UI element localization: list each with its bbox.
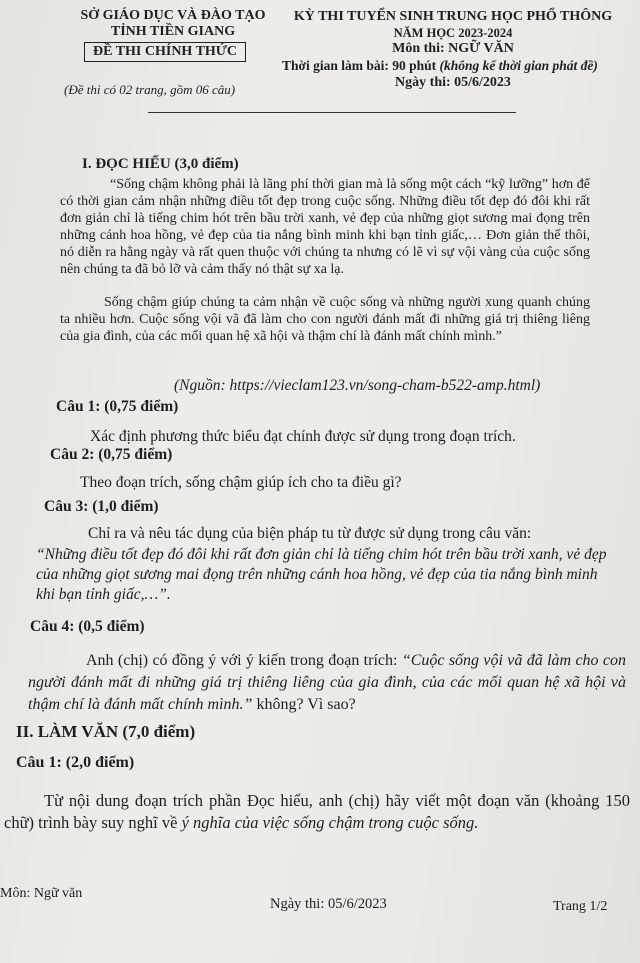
part2-question-1-heading: Câu 1: (2,0 điểm): [16, 754, 135, 771]
footer-page-number: Trang 1/2: [553, 899, 608, 914]
official-exam-label: ĐỀ THI CHÍNH THỨC: [84, 42, 246, 62]
school-year: NĂM HỌC 2023-2024: [393, 26, 513, 40]
part2-question-1-text-before: Từ nội dung đoạn trích phần Đọc hiểu, anh (chị) hãy viết một đoạn văn (khoảng 150 chữ) trình bày suy nghĩ về: [4, 791, 630, 832]
duration: [282, 58, 598, 74]
footer-subject: Môn: Ngữ văn: [0, 886, 83, 901]
dept-line-1: SỞ GIÁO DỤC VÀ ĐÀO TẠO: [80, 8, 266, 23]
question-3-quote: “Những điều tốt đẹp đó đôi khi rất đơn giản chỉ là tiếng chim hót trên bầu trời xanh, vẻ đẹp của những giọt sương mai đọng trên những cánh hoa hồng, vẻ đẹp của tia nắng bình minh khi bạn tỉnh giấc,…”.: [36, 546, 607, 603]
exam-date: Ngày thi: 05/6/2023: [395, 75, 511, 90]
part1-title: I. ĐỌC HIỂU (3,0 điểm): [82, 156, 239, 172]
question-4-quote: “Cuộc sống vội vã đã làm cho con người đánh mất đi những giá trị thiêng liêng của gia đình, của các mối quan hệ xã hội và thậm chí là đánh mất chính mình.”: [28, 652, 627, 713]
passage-paragraph-2: Sống chậm giúp chúng ta cảm nhận về cuộc sống và những người xung quanh chúng ta nhiều hơn. Cuộc sống vội vã đã làm cho con người đánh mất đi những giá trị thiêng liêng của gia đình, của các mối quan hệ xã hội và thậm chí là đánh mất chính mình.”: [60, 295, 590, 344]
part2-question-1-topic: ý nghĩa của việc sống chậm trong cuộc sống.: [181, 813, 479, 832]
dept-line-2: TỈNH TIỀN GIANG: [110, 24, 236, 39]
question-4-heading: Câu 4: (0,5 điểm): [30, 618, 145, 635]
question-2-text: Theo đoạn trích, sống chậm giúp ích cho ta điều gì?: [80, 474, 402, 491]
passage-paragraph-1: “Sống chậm không phải là lãng phí thời gian mà là sống một cách “kỹ lưỡng” hơn để có thời gian cảm nhận những điều tốt đẹp trong cuộc sống. Những điều tốt đẹp đó đôi khi rất đơn giản chỉ là tiếng chim hót trên bầu trời xanh, vẻ đẹp của những giọt sương mai đọng trên những cánh hoa hồng, vẻ đẹp của tia nắng bình minh khi bạn tỉnh giấc,… Đơn giản thế thôi, nó diễn ra hằng ngày và rất quen thuộc với chúng ta nhưng có lẽ vì sự vội vàng của cuộc sống nên chúng ta đã bỏ lỡ và cảm thấy nó thật sự xa lạ.: [60, 177, 590, 277]
question-4-text-after: không? Vì sao?: [252, 696, 356, 713]
header-divider: [148, 112, 516, 113]
question-4-text-before: Anh (chị) có đồng ý với ý kiến trong đoạn trích:: [86, 652, 402, 669]
exam-title: KỲ THI TUYỂN SINH TRUNG HỌC PHỔ THÔNG: [293, 9, 613, 24]
duration-note: (không kể thời gian phát đề): [439, 58, 598, 73]
part2-title: II. LÀM VĂN (7,0 điểm): [16, 722, 196, 741]
part2-question-1-text: [4, 790, 630, 834]
question-4-text: [28, 650, 626, 716]
question-1-heading: Câu 1: (0,75 điểm): [56, 398, 179, 415]
pages-note: (Đề thi có 02 trang, gồm 06 câu): [64, 82, 236, 97]
footer-date: Ngày thi: 05/6/2023: [270, 896, 387, 912]
subject: Môn thi: NGỮ VĂN: [392, 41, 514, 56]
question-3-text: Chỉ ra và nêu tác dụng của biện pháp tu từ được sử dụng trong câu văn:: [88, 525, 532, 542]
question-1-text: Xác định phương thức biểu đạt chính được sử dụng trong đoạn trích.: [90, 428, 516, 445]
duration-text: Thời gian làm bài: 90 phút: [282, 58, 440, 73]
source: (Nguồn: https://vieclam123.vn/song-cham-b522-amp.html): [174, 377, 541, 394]
question-2-heading: Câu 2: (0,75 điểm): [50, 446, 173, 463]
question-3-heading: Câu 3: (1,0 điểm): [44, 498, 159, 515]
